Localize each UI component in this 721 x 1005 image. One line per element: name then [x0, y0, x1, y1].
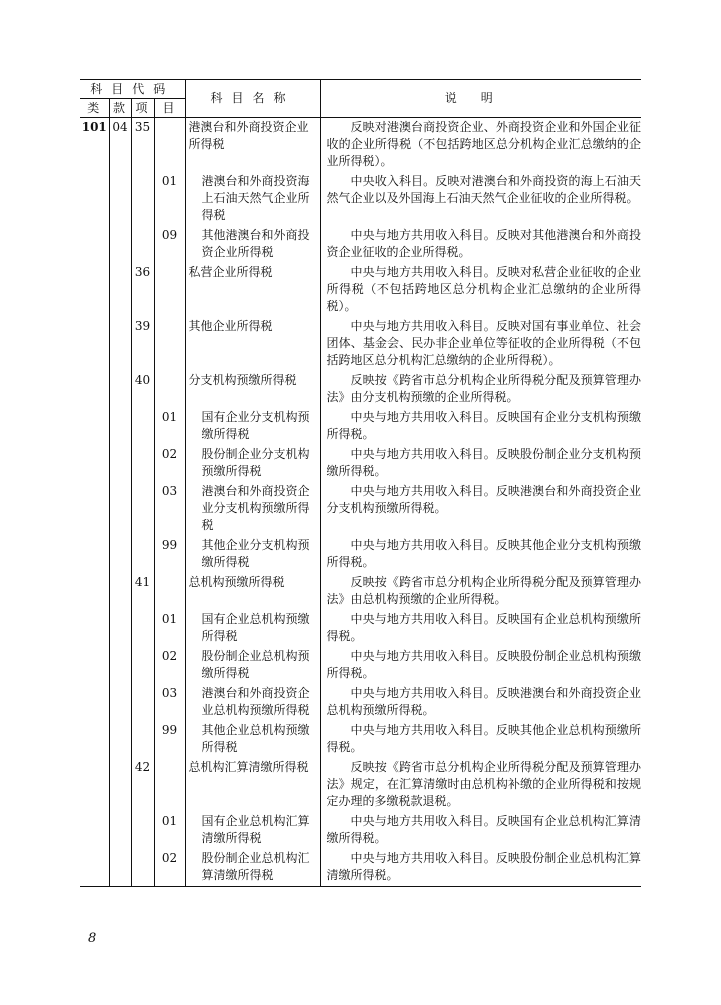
cell-lei: [80, 445, 109, 482]
header-code-group: 科目代码: [80, 80, 185, 99]
table-row: [80, 445, 641, 482]
cell-kuan: [109, 371, 131, 408]
cell-lei: [80, 812, 109, 849]
cell-description: 中央与地方共用收入科目。反映其他企业总机构预缴所得税。: [326, 723, 642, 754]
table-row: [80, 849, 641, 887]
cell-subject-name: 港澳台和外商投资企业总机构预缴所得税: [185, 684, 320, 721]
cell-subject-name: 其他港澳台和外商投资企业所得税: [185, 226, 320, 263]
table-row: [80, 812, 641, 849]
cell-kuan: [109, 684, 131, 721]
header-lei: 类: [80, 99, 109, 118]
cell-description: 中央收入科目。反映对港澳台和外商投资的海上石油天然气企业以及外国海上石油天然气企业征收的企业所得税。: [326, 174, 642, 205]
cell-kuan: [109, 721, 131, 758]
cell-subject-name: 港澳台和外商投资海上石油天然气企业所得税: [185, 172, 320, 226]
cell-lei: [80, 536, 109, 573]
cell-mu: [154, 118, 185, 173]
cell-xiang: [131, 536, 154, 573]
table-row: [80, 647, 641, 684]
cell-mu: 09: [154, 226, 185, 263]
cell-xiang: 36: [131, 263, 154, 317]
cell-description: 反映按《跨省市总分机构企业所得税分配及预算管理办法》由分支机构预缴的企业所得税。: [326, 373, 642, 404]
cell-subject-name: 股份制企业总机构预缴所得税: [185, 647, 320, 684]
cell-subject-name: 港澳台和外商投资企业分支机构预缴所得税: [185, 482, 320, 536]
cell-kuan: [109, 812, 131, 849]
table-row: [80, 317, 641, 371]
cell-kuan: [109, 172, 131, 226]
cell-description: 中央与地方共用收入科目。反映其他企业分支机构预缴所得税。: [326, 538, 642, 569]
cell-description: 中央与地方共用收入科目。反映股份制企业总机构预缴所得税。: [326, 649, 642, 680]
cell-description: 反映对港澳台商投资企业、外商投资企业和外国企业征收的企业所得税（不包括跨地区总分机构企业汇总缴纳的企业所得税）。: [326, 120, 642, 168]
cell-kuan: [109, 408, 131, 445]
table-row: [80, 371, 641, 408]
cell-mu: 01: [154, 172, 185, 226]
page-number: 8: [88, 931, 97, 946]
cell-xiang: [131, 445, 154, 482]
cell-xiang: [131, 408, 154, 445]
cell-xiang: 40: [131, 371, 154, 408]
cell-xiang: [131, 721, 154, 758]
cell-mu: 03: [154, 482, 185, 536]
table-row: [80, 172, 641, 226]
cell-subject-name: 其他企业分支机构预缴所得税: [185, 536, 320, 573]
cell-description: 中央与地方共用收入科目。反映对其他港澳台和外商投资企业征收的企业所得税。: [326, 228, 642, 259]
table-header: [80, 80, 641, 118]
cell-xiang: [131, 172, 154, 226]
cell-mu: 01: [154, 408, 185, 445]
cell-kuan: [109, 226, 131, 263]
table-row: [80, 536, 641, 573]
cell-kuan: [109, 263, 131, 317]
cell-lei: [80, 408, 109, 445]
cell-subject-name: 国有企业总机构汇算清缴所得税: [185, 812, 320, 849]
cell-kuan: [109, 647, 131, 684]
cell-lei: [80, 226, 109, 263]
table-row: [80, 118, 641, 173]
cell-xiang: [131, 610, 154, 647]
header-mu: 目: [154, 99, 185, 118]
cell-subject-name: 私营企业所得税: [185, 263, 320, 317]
table-row: [80, 408, 641, 445]
header-subject-name: 科目名称: [185, 80, 320, 118]
cell-xiang: [131, 812, 154, 849]
cell-mu: [154, 573, 185, 610]
cell-description: 中央与地方共用收入科目。反映股份制企业分支机构预缴所得税。: [326, 447, 642, 478]
cell-xiang: [131, 482, 154, 536]
cell-lei: [80, 610, 109, 647]
cell-xiang: 39: [131, 317, 154, 371]
cell-lei: [80, 263, 109, 317]
cell-mu: 02: [154, 849, 185, 887]
cell-kuan: [109, 610, 131, 647]
cell-mu: 02: [154, 445, 185, 482]
table-body: [80, 118, 641, 887]
cell-kuan: [109, 445, 131, 482]
cell-lei: [80, 371, 109, 408]
header-description: 说明: [320, 80, 641, 118]
cell-xiang: [131, 684, 154, 721]
cell-mu: 03: [154, 684, 185, 721]
cell-description: 中央与地方共用收入科目。反映港澳台和外商投资企业分支机构预缴所得税。: [326, 484, 642, 515]
cell-lei: 101: [80, 118, 109, 173]
cell-mu: [154, 758, 185, 812]
cell-subject-name: 其他企业所得税: [185, 317, 320, 371]
cell-mu: [154, 371, 185, 408]
cell-description: 中央与地方共用收入科目。反映对私营企业征收的企业所得税（不包括跨地区总分机构企业汇总缴纳的企业所得税）。: [326, 265, 642, 313]
table-row: [80, 758, 641, 812]
cell-xiang: 41: [131, 573, 154, 610]
cell-lei: [80, 647, 109, 684]
cell-mu: 02: [154, 647, 185, 684]
cell-kuan: 04: [109, 118, 131, 173]
header-xiang: 项: [131, 99, 154, 118]
cell-mu: 99: [154, 721, 185, 758]
cell-lei: [80, 482, 109, 536]
cell-kuan: [109, 573, 131, 610]
cell-subject-name: 国有企业总机构预缴所得税: [185, 610, 320, 647]
cell-subject-name: 国有企业分支机构预缴所得税: [185, 408, 320, 445]
cell-mu: [154, 263, 185, 317]
cell-description: 反映按《跨省市总分机构企业所得税分配及预算管理办法》规定，在汇算清缴时由总机构补缴的企业所得税和按规定办理的多缴税款退税。: [326, 760, 642, 808]
cell-lei: [80, 721, 109, 758]
cell-subject-name: 分支机构预缴所得税: [185, 371, 320, 408]
cell-xiang: 35: [131, 118, 154, 173]
cell-lei: [80, 317, 109, 371]
cell-description: 中央与地方共用收入科目。反映国有企业总机构预缴所得税。: [326, 612, 642, 643]
table-row: [80, 684, 641, 721]
cell-kuan: [109, 482, 131, 536]
table-row: [80, 573, 641, 610]
table-row: [80, 721, 641, 758]
cell-kuan: [109, 536, 131, 573]
cell-description: 反映按《跨省市总分机构企业所得税分配及预算管理办法》由总机构预缴的企业所得税。: [326, 575, 642, 606]
cell-lei: [80, 172, 109, 226]
cell-lei: [80, 758, 109, 812]
cell-xiang: [131, 647, 154, 684]
cell-lei: [80, 684, 109, 721]
cell-subject-name: 股份制企业总机构汇算清缴所得税: [185, 849, 320, 887]
budget-subject-table: [80, 79, 641, 887]
cell-description: 中央与地方共用收入科目。反映国有企业总机构汇算清缴所得税。: [326, 814, 642, 845]
cell-description: 中央与地方共用收入科目。反映股份制企业总机构汇算清缴所得税。: [320, 849, 641, 887]
cell-description: 中央与地方共用收入科目。反映港澳台和外商投资企业总机构预缴所得税。: [326, 686, 642, 717]
table-row: [80, 610, 641, 647]
cell-xiang: [131, 849, 154, 887]
table-row: [80, 226, 641, 263]
cell-subject-name: 总机构汇算清缴所得税: [185, 758, 320, 812]
cell-kuan: [109, 317, 131, 371]
cell-description: 中央与地方共用收入科目。反映对国有事业单位、社会团体、基金会、民办非企业单位等征收的企业所得税（不包括跨地区总分机构汇总缴纳的企业所得税）。: [326, 319, 642, 367]
cell-kuan: [109, 758, 131, 812]
cell-mu: 01: [154, 812, 185, 849]
cell-description: 中央与地方共用收入科目。反映国有企业分支机构预缴所得税。: [326, 410, 642, 441]
table-row: [80, 263, 641, 317]
cell-subject-name: 其他企业总机构预缴所得税: [185, 721, 320, 758]
cell-mu: 99: [154, 536, 185, 573]
cell-kuan: [109, 849, 131, 887]
cell-subject-name: 港澳台和外商投资企业所得税: [185, 118, 320, 173]
cell-lei: [80, 849, 109, 887]
cell-subject-name: 股份制企业分支机构预缴所得税: [185, 445, 320, 482]
cell-lei: [80, 573, 109, 610]
cell-xiang: 42: [131, 758, 154, 812]
cell-subject-name: 总机构预缴所得税: [185, 573, 320, 610]
cell-mu: 01: [154, 610, 185, 647]
header-kuan: 款: [109, 99, 131, 118]
table-row: [80, 482, 641, 536]
cell-xiang: [131, 226, 154, 263]
cell-mu: [154, 317, 185, 371]
